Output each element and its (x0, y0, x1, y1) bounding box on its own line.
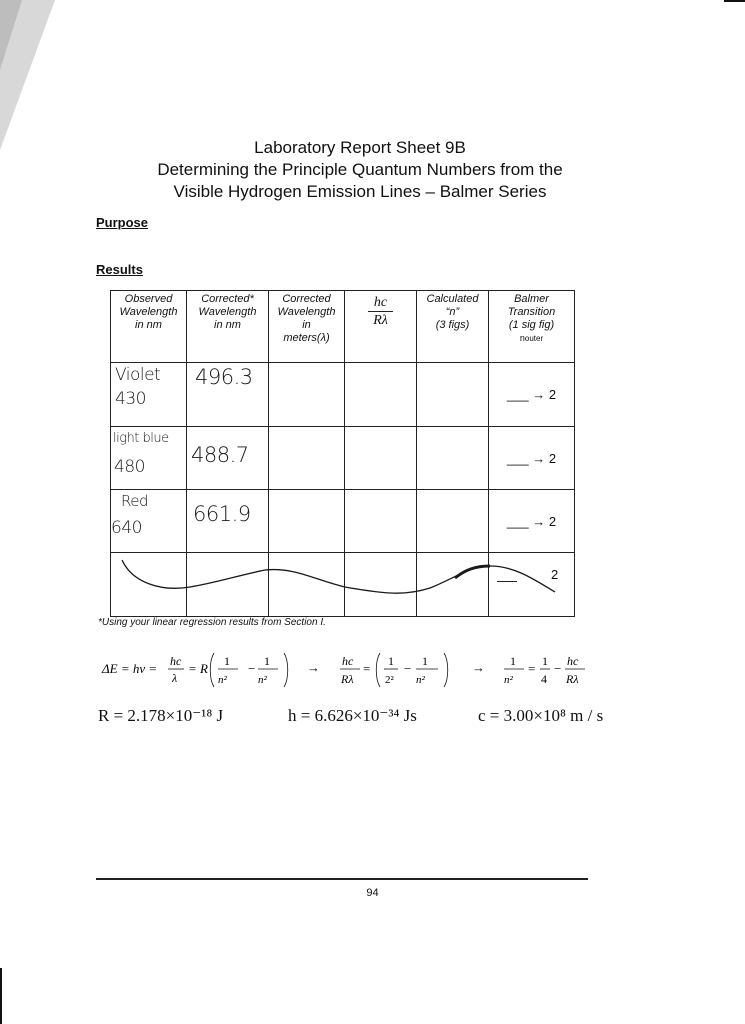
cell-meters-red[interactable] (269, 490, 345, 553)
svg-text:1: 1 (542, 654, 548, 668)
svg-text:Rλ: Rλ (341, 672, 354, 686)
cell-n-light-blue[interactable] (417, 427, 489, 490)
header-hc-over-r-lambda: $\frac{hc}{R\lambda}$ (345, 291, 417, 363)
handwritten-observed: 480 (114, 457, 145, 477)
svg-text:hc: hc (342, 654, 354, 668)
svg-text:1: 1 (510, 654, 516, 668)
svg-text:1: 1 (264, 654, 270, 668)
svg-text:2²: 2² (385, 674, 394, 686)
cell-corrected-violet (187, 363, 269, 427)
cell-transition-violet[interactable]: ___ → 2 (489, 363, 575, 427)
arrow-2: → (472, 660, 485, 675)
footnote: *Using your linear regression results from Section I. (98, 617, 326, 628)
svg-text:4: 4 (541, 672, 547, 686)
scan-edge-mark-bottom-left (0, 968, 2, 1024)
table-header-row (111, 291, 575, 363)
cell-empty[interactable] (345, 553, 417, 617)
svg-text:−: − (248, 661, 256, 676)
svg-text:=: = (363, 661, 371, 676)
scan-edge-mark-top-right (724, 0, 745, 2)
svg-text:= R: = R (188, 661, 208, 676)
svg-text:Rλ: Rλ (566, 672, 579, 686)
cell-empty[interactable] (269, 553, 345, 617)
cell-n-red[interactable] (417, 490, 489, 553)
header-observed: Observed Wavelength in nm (111, 291, 187, 363)
svg-text:ΔE = hν =: ΔE = hν = (102, 661, 158, 676)
cell-transition-4[interactable]: 2 (489, 553, 575, 617)
table-row (111, 553, 575, 617)
cell-hc-violet[interactable] (345, 363, 417, 427)
page-number: 94 (366, 887, 379, 899)
cell-empty[interactable] (417, 553, 489, 617)
svg-text:n²: n² (258, 674, 267, 686)
handwritten-color: Red (121, 492, 148, 510)
results-heading: Results (96, 262, 143, 277)
handwritten-observed: 640 (111, 518, 142, 538)
cell-observed-red (111, 490, 187, 553)
handwritten-corrected: 661.9 (193, 502, 251, 526)
constant-speed-of-light: c = 3.00×10⁸ m / s (478, 706, 604, 725)
cell-meters-violet[interactable] (269, 363, 345, 427)
cell-hc-light-blue[interactable] (345, 427, 417, 490)
svg-text:hc: hc (170, 654, 182, 668)
equation-energy (98, 647, 308, 691)
header-corrected-m: Corrected Wavelength in meters(λ) (269, 291, 345, 363)
title-line-1: Laboratory Report Sheet 9B (254, 138, 466, 157)
handwritten-corrected: 488.7 (191, 443, 249, 467)
cell-n-violet[interactable] (417, 363, 489, 427)
footer-rule (96, 878, 588, 880)
constant-rydberg: R = 2.178×10⁻¹⁸ J (98, 706, 224, 725)
handwritten-color: Violet (115, 365, 161, 385)
cell-empty[interactable] (111, 553, 187, 617)
cell-corrected-light-blue (187, 427, 269, 490)
arrow-1: → (307, 660, 320, 675)
svg-text:−: − (404, 661, 412, 676)
svg-text:=: = (528, 661, 536, 676)
cell-transition-red[interactable]: ___ → 2 (489, 490, 575, 553)
purpose-heading: Purpose (96, 215, 149, 230)
svg-text:1: 1 (224, 654, 230, 668)
title-line-2: Determining the Principle Quantum Numbers from the (157, 160, 563, 179)
scan-edge-shadow (0, 0, 60, 160)
cell-empty[interactable] (187, 553, 269, 617)
constant-planck: h = 6.626×10⁻³⁴ Js (288, 706, 417, 725)
svg-text:n²: n² (218, 674, 227, 686)
cell-observed-light-blue (111, 427, 187, 490)
cell-meters-light-blue[interactable] (269, 427, 345, 490)
svg-text:1: 1 (388, 654, 394, 668)
cell-corrected-red (187, 490, 269, 553)
header-balmer-transition: Balmer Transition (1 sig fig) nouter (489, 291, 575, 363)
handwritten-color: light blue (113, 431, 169, 446)
equation-hc-over-rlambda (338, 647, 458, 691)
cell-observed-violet (111, 363, 187, 427)
cell-transition-light-blue[interactable]: ___ → 2 (489, 427, 575, 490)
table-row (111, 427, 575, 490)
header-corrected-nm: Corrected* Wavelength in nm (187, 291, 269, 363)
svg-text:n²: n² (416, 674, 425, 686)
equation-n-outer (500, 647, 590, 691)
handwritten-observed: 430 (115, 389, 146, 409)
handwritten-corrected: 496.3 (195, 365, 253, 389)
cell-hc-red[interactable] (345, 490, 417, 553)
svg-text:−: − (554, 661, 562, 676)
svg-text:n²: n² (504, 674, 513, 686)
header-calculated-n: Calculated “n” (3 figs) (417, 291, 489, 363)
table-row (111, 490, 575, 553)
svg-text:hc: hc (567, 654, 579, 668)
table-row (111, 363, 575, 427)
svg-text:1: 1 (422, 654, 428, 668)
svg-text:λ: λ (172, 671, 178, 685)
results-table (110, 290, 575, 617)
title-line-3: Visible Hydrogen Emission Lines – Balmer Series (173, 182, 547, 201)
